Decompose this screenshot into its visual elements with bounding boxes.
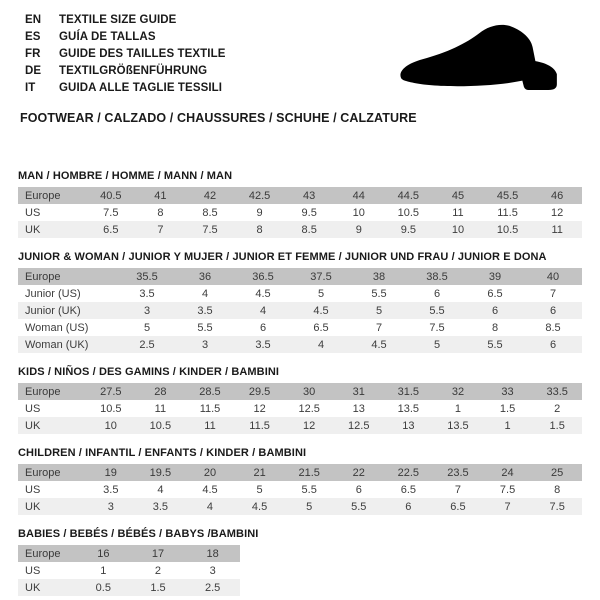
size-value: 11.5 [249,419,270,432]
size-value: 7 [454,483,462,496]
size-value: 3 [143,304,151,317]
table-row [18,579,240,596]
size-conversion-table [18,268,582,353]
table-row [18,268,582,285]
size-value: 7 [549,287,557,300]
size-value: 11.5 [497,206,518,219]
row-label: US [25,564,41,577]
size-value: 11.5 [199,402,221,415]
size-value: 37.5 [310,270,332,283]
size-conversion-table [18,545,240,596]
table-row [18,464,582,481]
size-value: 43 [303,189,316,202]
size-value: 11 [154,402,167,415]
size-value: 4 [201,287,209,300]
language-title: TEXTILGRÖßENFÜHRUNG [59,65,208,77]
size-value: 4.5 [202,483,218,496]
size-conversion-table [18,187,582,238]
size-value: 6 [405,500,412,513]
size-value: 29.5 [248,385,271,398]
size-value: 4 [157,483,164,496]
language-title: GUÍA DE TALLAS [59,31,156,43]
size-value: 3.5 [103,483,119,496]
row-label: Europe [25,385,61,398]
size-value: 2 [154,564,162,577]
size-value: 9.5 [400,223,416,236]
size-value: 9 [256,206,263,219]
size-value: 11 [452,206,464,219]
size-value: 17 [151,547,165,560]
size-value: 7.5 [103,206,119,219]
size-conversion-table [18,383,582,434]
size-value: 1 [454,402,462,415]
size-value: 10 [104,419,117,432]
size-value: 3 [201,338,209,351]
size-value: 6.5 [313,321,329,334]
size-value: 44.5 [397,189,420,202]
size-value: 7 [504,500,511,513]
size-value: 42 [203,189,217,202]
size-value: 40.5 [100,189,122,202]
size-value: 7 [157,223,164,236]
size-value: 32 [451,385,465,398]
size-value: 20 [203,466,217,479]
size-value: 8 [157,206,164,219]
size-value: 45.5 [496,189,519,202]
size-value: 28 [154,385,167,398]
size-value: 33 [501,385,514,398]
size-value: 4 [259,304,267,317]
row-label: Woman (US) [25,321,89,334]
size-value: 1 [504,419,511,432]
size-value: 24 [501,466,514,479]
table-row [18,545,240,562]
table-row [18,400,582,417]
size-value: 0.5 [95,581,111,594]
size-value: 5.5 [371,287,387,300]
size-value: 5.5 [301,483,317,496]
size-value: 21 [253,466,266,479]
size-value: 23.5 [447,466,469,479]
size-value: 5.5 [429,304,445,317]
size-value: 6.5 [103,223,119,236]
size-value: 7 [375,321,383,334]
size-value: 13.5 [447,419,469,432]
size-tables [18,170,582,596]
table-row [18,481,582,498]
size-value: 4.5 [255,287,271,300]
size-value: 2.5 [139,338,155,351]
size-value: 36.5 [252,270,274,283]
row-label: UK [25,500,41,513]
table-title: JUNIOR & WOMAN / JUNIOR Y MUJER / JUNIOR ET FEMME / JUNIOR UND FRAU / JUNIOR E DONA [18,251,547,263]
size-value: 7.5 [429,321,445,334]
size-value: 5 [306,500,313,513]
size-value: 7.5 [202,223,218,236]
table-row [18,319,582,336]
size-value: 6 [549,304,557,317]
language-code: EN [25,14,42,26]
size-value: 6 [259,321,267,334]
table-title: MAN / HOMBRE / HOMME / MANN / MAN [18,170,233,182]
size-value: 45 [451,189,465,202]
size-value: 16 [97,547,110,560]
language-code: IT [25,82,36,94]
language-code: DE [25,65,42,77]
dress-shoe-icon [390,20,580,104]
size-value: 27.5 [100,385,122,398]
table-row [18,285,582,302]
size-value: 22.5 [397,466,420,479]
language-code: ES [25,31,41,43]
language-title: GUIDA ALLE TAGLIE TESSILI [59,82,223,94]
size-value: 1.5 [549,419,565,432]
row-label: Europe [25,189,61,202]
language-title: TEXTILE SIZE GUIDE [59,14,177,26]
table-row [18,562,240,579]
size-value: 31 [352,385,365,398]
row-label: Woman (UK) [25,338,89,351]
size-value: 8.5 [301,223,317,236]
size-value: 9 [355,223,362,236]
size-table [18,170,582,238]
size-value: 19 [104,466,117,479]
size-value: 5 [433,338,441,351]
row-label: Europe [25,270,61,283]
size-value: 5 [375,304,383,317]
table-row [18,187,582,204]
size-value: 4.5 [251,500,268,513]
size-value: 10.5 [397,206,420,219]
size-table [18,528,582,596]
size-conversion-table [18,464,582,515]
size-value: 8.5 [545,321,561,334]
row-label: Europe [25,547,61,560]
size-value: 6.5 [400,483,416,496]
size-value: 44 [352,189,365,202]
size-value: 38 [372,270,386,283]
size-value: 46 [551,189,564,202]
row-label: US [25,206,41,219]
size-value: 4 [317,338,325,351]
size-value: 3.5 [152,500,169,513]
size-value: 35.5 [136,270,158,283]
row-label: UK [25,581,41,594]
size-value: 9.5 [301,206,317,219]
language-title: GUIDE DES TAILLES TEXTILE [59,48,226,60]
size-value: 28.5 [199,385,221,398]
size-value: 8 [256,223,263,236]
size-table [18,366,582,434]
size-value: 5 [256,483,263,496]
size-value: 5 [143,321,151,334]
size-value: 5 [317,287,325,300]
size-value: 10.5 [100,402,122,415]
size-value: 3.5 [197,304,213,317]
size-value: 6.5 [450,500,466,513]
size-value: 31.5 [397,385,420,398]
table-title: KIDS / NIÑOS / DES GAMINS / KINDER / BAMBINI [18,366,280,378]
size-value: 3 [209,564,216,577]
size-value: 19.5 [149,466,172,479]
size-value: 5.5 [351,500,367,513]
size-value: 22 [352,466,365,479]
size-value: 12 [253,402,266,415]
size-value: 21.5 [298,466,320,479]
size-value: 38.5 [426,270,448,283]
table-row [18,498,582,515]
size-value: 25 [551,466,564,479]
size-value: 36 [198,270,212,283]
size-value: 6 [491,304,499,317]
table-row [18,383,582,400]
size-value: 13 [402,419,415,432]
size-table [18,447,582,515]
guide-header [0,12,600,125]
size-value: 6 [355,483,362,496]
size-value: 13.5 [397,402,420,415]
table-row [18,302,582,319]
size-value: 10.5 [496,223,519,236]
table-row [18,204,582,221]
size-value: 18 [206,547,219,560]
size-value: 6 [433,287,441,300]
size-value: 8 [491,321,499,334]
size-value: 4.5 [313,304,329,317]
row-label: Europe [25,466,61,479]
size-value: 8.5 [202,206,218,219]
size-value: 12.5 [348,419,370,432]
size-value: 7.5 [549,500,565,513]
row-label: US [25,402,41,415]
size-value: 41 [154,189,167,202]
size-value: 4.5 [371,338,387,351]
size-value: 10.5 [149,419,172,432]
row-label: UK [25,223,41,236]
size-value: 2 [554,402,561,415]
table-row [18,417,582,434]
size-value: 10 [352,206,365,219]
size-value: 3.5 [139,287,155,300]
size-value: 11 [204,419,216,432]
table-row [18,336,582,353]
size-value: 13 [352,402,365,415]
size-value: 33.5 [546,385,568,398]
size-value: 30 [303,385,316,398]
row-label: Junior (UK) [25,304,81,317]
size-value: 12.5 [298,402,320,415]
size-value: 6 [549,338,557,351]
size-value: 8 [554,483,561,496]
size-value: 40 [546,270,560,283]
category-title: FOOTWEAR / CALZADO / CHAUSSURES / SCHUHE / CALZATURE [20,111,417,125]
size-value: 3 [107,500,114,513]
size-value: 4 [206,500,214,513]
size-value: 10 [451,223,465,236]
size-value: 11 [551,223,563,236]
size-value: 12 [551,206,564,219]
language-code: FR [25,48,41,60]
size-value: 6.5 [487,287,503,300]
table-row [18,221,582,238]
size-value: 1 [100,564,107,577]
table-title: BABIES / BEBÉS / BÉBÉS / BABYS /BAMBINI [18,528,259,540]
size-value: 2.5 [205,581,221,594]
size-value: 1.5 [150,581,166,594]
size-value: 5.5 [487,338,503,351]
size-value: 39 [488,270,502,283]
size-value: 12 [303,419,316,432]
row-label: UK [25,419,41,432]
row-label: Junior (US) [25,287,81,300]
row-label: US [25,483,41,496]
size-value: 1.5 [499,402,516,415]
size-value: 5.5 [197,321,213,334]
size-table [18,251,582,353]
table-title: CHILDREN / INFANTIL / ENFANTS / KINDER / BAMBINI [18,447,307,459]
size-value: 3.5 [255,338,271,351]
size-value: 7.5 [499,483,516,496]
size-value: 42.5 [248,189,271,202]
